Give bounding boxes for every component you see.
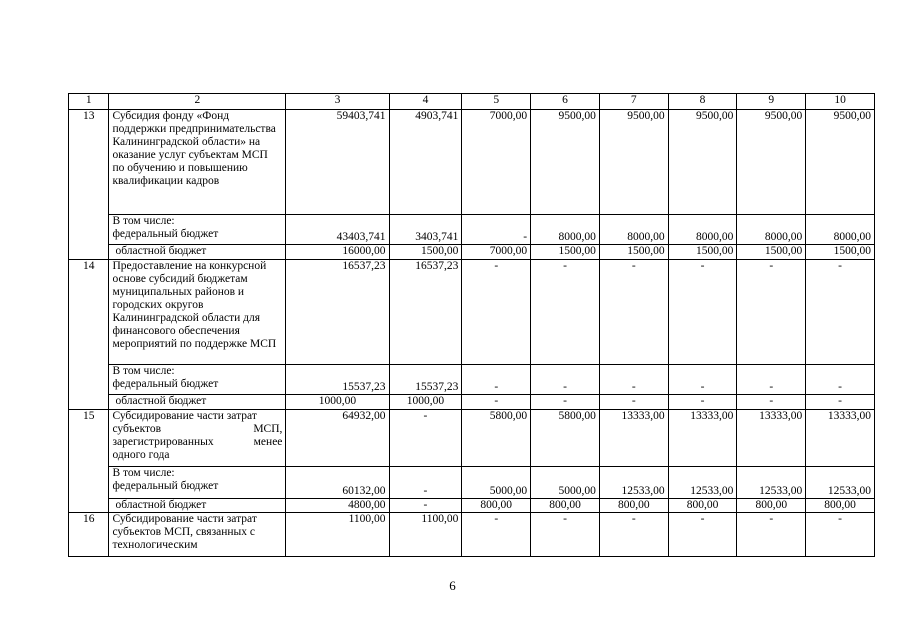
row-name-word: субъектов: [112, 423, 162, 435]
page-number: 6: [449, 578, 456, 593]
cell-value: 9500,00: [599, 110, 668, 215]
cell-value: 60132,00: [286, 467, 389, 499]
row-number: 13: [69, 110, 109, 260]
cell-value: -: [531, 260, 600, 365]
table-row: [69, 260, 875, 365]
cell-value: 1500,00: [737, 245, 806, 260]
cell-value: -: [806, 260, 875, 365]
table-row: [69, 110, 875, 215]
cell-value: 15537,23: [389, 365, 462, 395]
cell-value: 800,00: [599, 499, 668, 513]
cell-value: 1000,00: [389, 395, 462, 410]
subrow-caption: В том числе:: [112, 365, 175, 377]
cell-value: 15537,23: [286, 365, 389, 395]
budget-table: [68, 93, 875, 557]
cell-value: -: [462, 395, 531, 410]
cell-value: -: [462, 215, 531, 245]
row-name: Субсидия фонду «Фонд поддержки предпринимательства Калининградской области» на оказание услуг субъектам МСП по обучению и повышению квалификации кадров: [109, 110, 286, 215]
cell-value: 7000,00: [462, 110, 531, 215]
cell-total: 59403,741: [286, 110, 389, 215]
cell-value: -: [599, 395, 668, 410]
cell-value: 16537,23: [389, 260, 462, 365]
row-name: Предоставление на конкурсной основе субсидий бюджетам муниципальных районов и городских округов Калининградской области для финансового обеспечения мероприятий по поддержке МСП: [109, 260, 286, 365]
table-row: [69, 410, 875, 467]
cell-value: 8000,00: [531, 215, 600, 245]
cell-value: 12533,00: [668, 467, 737, 499]
cell-value: 12533,00: [806, 467, 875, 499]
cell-value: 13333,00: [668, 410, 737, 467]
row-name: [109, 410, 286, 467]
cell-value: 800,00: [668, 499, 737, 513]
row-number: 16: [69, 513, 109, 557]
table-row: [69, 513, 875, 557]
header-cell: 6: [531, 94, 600, 110]
cell-value: -: [389, 410, 462, 467]
federal-label: федеральный бюджет: [112, 378, 219, 390]
table-row: [69, 467, 875, 499]
cell-value: 9500,00: [668, 110, 737, 215]
subrow-label: [109, 215, 286, 245]
cell-value: 8000,00: [737, 215, 806, 245]
federal-label: федеральный бюджет: [112, 480, 219, 492]
cell-total: 16537,23: [286, 260, 389, 365]
row-number: 15: [69, 410, 109, 513]
cell-value: 13333,00: [737, 410, 806, 467]
cell-value: -: [668, 395, 737, 410]
cell-value: 16000,00: [286, 245, 389, 260]
cell-value: -: [668, 260, 737, 365]
subrow-label: [109, 365, 286, 395]
cell-value: 1100,00: [389, 513, 462, 557]
cell-value: -: [668, 513, 737, 557]
cell-value: 1500,00: [389, 245, 462, 260]
cell-value: -: [462, 260, 531, 365]
header-cell: 4: [389, 94, 462, 110]
cell-value: 12533,00: [737, 467, 806, 499]
cell-value: 1000,00: [286, 395, 389, 410]
cell-value: -: [668, 365, 737, 395]
cell-value: -: [462, 513, 531, 557]
header-cell: 8: [668, 94, 737, 110]
header-cell: 5: [462, 94, 531, 110]
cell-value: 8000,00: [806, 215, 875, 245]
header-cell: 2: [109, 94, 286, 110]
cell-value: -: [531, 365, 600, 395]
cell-value: 1500,00: [599, 245, 668, 260]
cell-value: -: [806, 395, 875, 410]
cell-value: 9500,00: [806, 110, 875, 215]
cell-value: 5000,00: [462, 467, 531, 499]
header-row: [69, 94, 875, 110]
cell-value: 5000,00: [531, 467, 600, 499]
header-cell: 3: [286, 94, 389, 110]
cell-value: -: [531, 513, 600, 557]
row-name-word: МСП,: [253, 423, 283, 435]
cell-value: -: [737, 513, 806, 557]
subrow-caption: В том числе:: [112, 467, 175, 479]
cell-value: -: [599, 513, 668, 557]
row-name-word: менее: [253, 436, 283, 448]
cell-value: 800,00: [462, 499, 531, 513]
cell-total: 64932,00: [286, 410, 389, 467]
row-name-line: [112, 423, 282, 436]
regional-label: областной бюджет: [109, 499, 286, 513]
cell-total: 1100,00: [286, 513, 389, 557]
cell-value: -: [806, 513, 875, 557]
cell-value: -: [462, 365, 531, 395]
cell-value: 13333,00: [806, 410, 875, 467]
cell-value: -: [737, 365, 806, 395]
cell-value: 12533,00: [599, 467, 668, 499]
cell-value: 800,00: [531, 499, 600, 513]
cell-value: -: [737, 260, 806, 365]
cell-value: 5800,00: [462, 410, 531, 467]
cell-value: 43403,741: [286, 215, 389, 245]
federal-label: федеральный бюджет: [112, 228, 219, 240]
cell-value: 8000,00: [668, 215, 737, 245]
cell-value: 13333,00: [599, 410, 668, 467]
row-name: Субсидирование части затрат субъектов МСП, связанных с технологическим: [109, 513, 286, 557]
cell-value: 9500,00: [531, 110, 600, 215]
cell-value: 3403,741: [389, 215, 462, 245]
regional-label: областной бюджет: [109, 395, 286, 410]
cell-value: -: [599, 260, 668, 365]
table-row: [69, 245, 875, 260]
table-row: [69, 365, 875, 395]
table-row: [69, 499, 875, 513]
row-number: 14: [69, 260, 109, 410]
header-cell: 1: [69, 94, 109, 110]
subrow-label: [109, 467, 286, 499]
header-cell: 10: [806, 94, 875, 110]
cell-value: 7000,00: [462, 245, 531, 260]
cell-value: -: [389, 467, 462, 499]
cell-value: 800,00: [737, 499, 806, 513]
header-cell: 7: [599, 94, 668, 110]
cell-value: -: [389, 499, 462, 513]
table-row: [69, 395, 875, 410]
row-name-line: [112, 436, 282, 449]
cell-value: 8000,00: [599, 215, 668, 245]
cell-value: 4903,741: [389, 110, 462, 215]
row-name-line: Субсидирование части затрат: [112, 410, 257, 422]
row-name-line: одного года: [112, 449, 170, 461]
cell-value: -: [737, 395, 806, 410]
subrow-caption: В том числе:: [112, 215, 175, 227]
cell-value: 4800,00: [286, 499, 389, 513]
cell-value: 9500,00: [737, 110, 806, 215]
cell-value: 5800,00: [531, 410, 600, 467]
header-cell: 9: [737, 94, 806, 110]
cell-value: 1500,00: [806, 245, 875, 260]
cell-value: -: [806, 365, 875, 395]
table-row: [69, 215, 875, 245]
cell-value: 1500,00: [531, 245, 600, 260]
regional-label: областной бюджет: [109, 245, 286, 260]
cell-value: 800,00: [806, 499, 875, 513]
cell-value: -: [599, 365, 668, 395]
cell-value: 1500,00: [668, 245, 737, 260]
row-name-word: зарегистрированных: [112, 436, 214, 448]
cell-value: -: [531, 395, 600, 410]
